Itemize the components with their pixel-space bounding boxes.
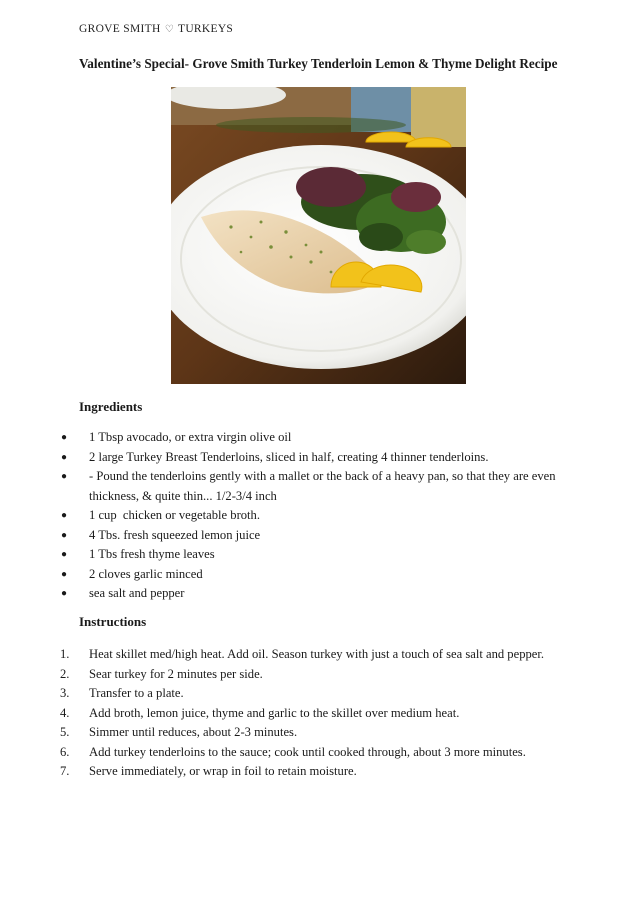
bullet-icon: ● <box>61 568 68 580</box>
heart-icon: ♡ <box>164 24 175 35</box>
ingredients-list <box>60 428 560 604</box>
bullet-icon: ● <box>61 529 68 541</box>
list-item: 3. Transfer to a plate. <box>60 686 184 700</box>
list-item: ● 1 cup chicken or vegetable broth. <box>60 506 560 526</box>
bullet-icon: ● <box>61 471 68 482</box>
list-item: ● 2 cloves garlic minced <box>60 565 560 585</box>
list-item: 1. Heat skillet med/high heat. Add oil. Season turkey with just a touch of sea salt and pepper. <box>60 647 545 661</box>
instructions-heading: Instructions <box>79 614 147 629</box>
recipe-photo <box>171 87 466 384</box>
list-item: 2. Sear turkey for 2 minutes per side. <box>60 666 263 681</box>
instructions-list <box>60 645 560 782</box>
list-item: 5. Simmer until reduces, about 2-3 minutes. <box>60 725 298 739</box>
list-item: ● - Pound the tenderloins gently with a mallet or the back of a heavy pan, so that they are even thickness, & quite thin... 1/2-3/4 inch <box>61 469 556 503</box>
list-item: ● 4 Tbs. fresh squeezed lemon juice <box>60 526 560 546</box>
brand-name-right: TURKEYS <box>178 23 234 35</box>
brand-name-left: GROVE SMITH <box>79 23 161 35</box>
list-item: ● 1 Tbsp avocado, or extra virgin olive oil <box>60 428 560 448</box>
ingredients-heading: Ingredients <box>79 399 143 414</box>
list-item: 7. Serve immediately, or wrap in foil to retain moisture. <box>60 764 357 778</box>
list-item: 6. Add turkey tenderloins to the sauce; cook until cooked through, about 3 more minutes. <box>60 744 526 759</box>
bullet-icon: ● <box>61 432 68 443</box>
bullet-icon: ● <box>61 588 68 599</box>
list-item: ● 2 large Turkey Breast Tenderloins, sliced in half, creating 4 thinner tenderloins. <box>60 448 560 468</box>
bullet-icon: ● <box>61 510 68 521</box>
bullet-icon: ● <box>61 451 68 463</box>
brand-header <box>79 23 233 35</box>
list-item: ● sea salt and pepper <box>60 584 560 604</box>
recipe-title: Valentine’s Special- Grove Smith Turkey Tenderloin Lemon & Thyme Delight Recipe <box>79 56 558 71</box>
list-item: ● 1 Tbs fresh thyme leaves <box>60 545 560 565</box>
bullet-icon: ● <box>61 549 68 560</box>
list-item: 4. Add broth, lemon juice, thyme and garlic to the skillet over medium heat. <box>60 705 460 720</box>
